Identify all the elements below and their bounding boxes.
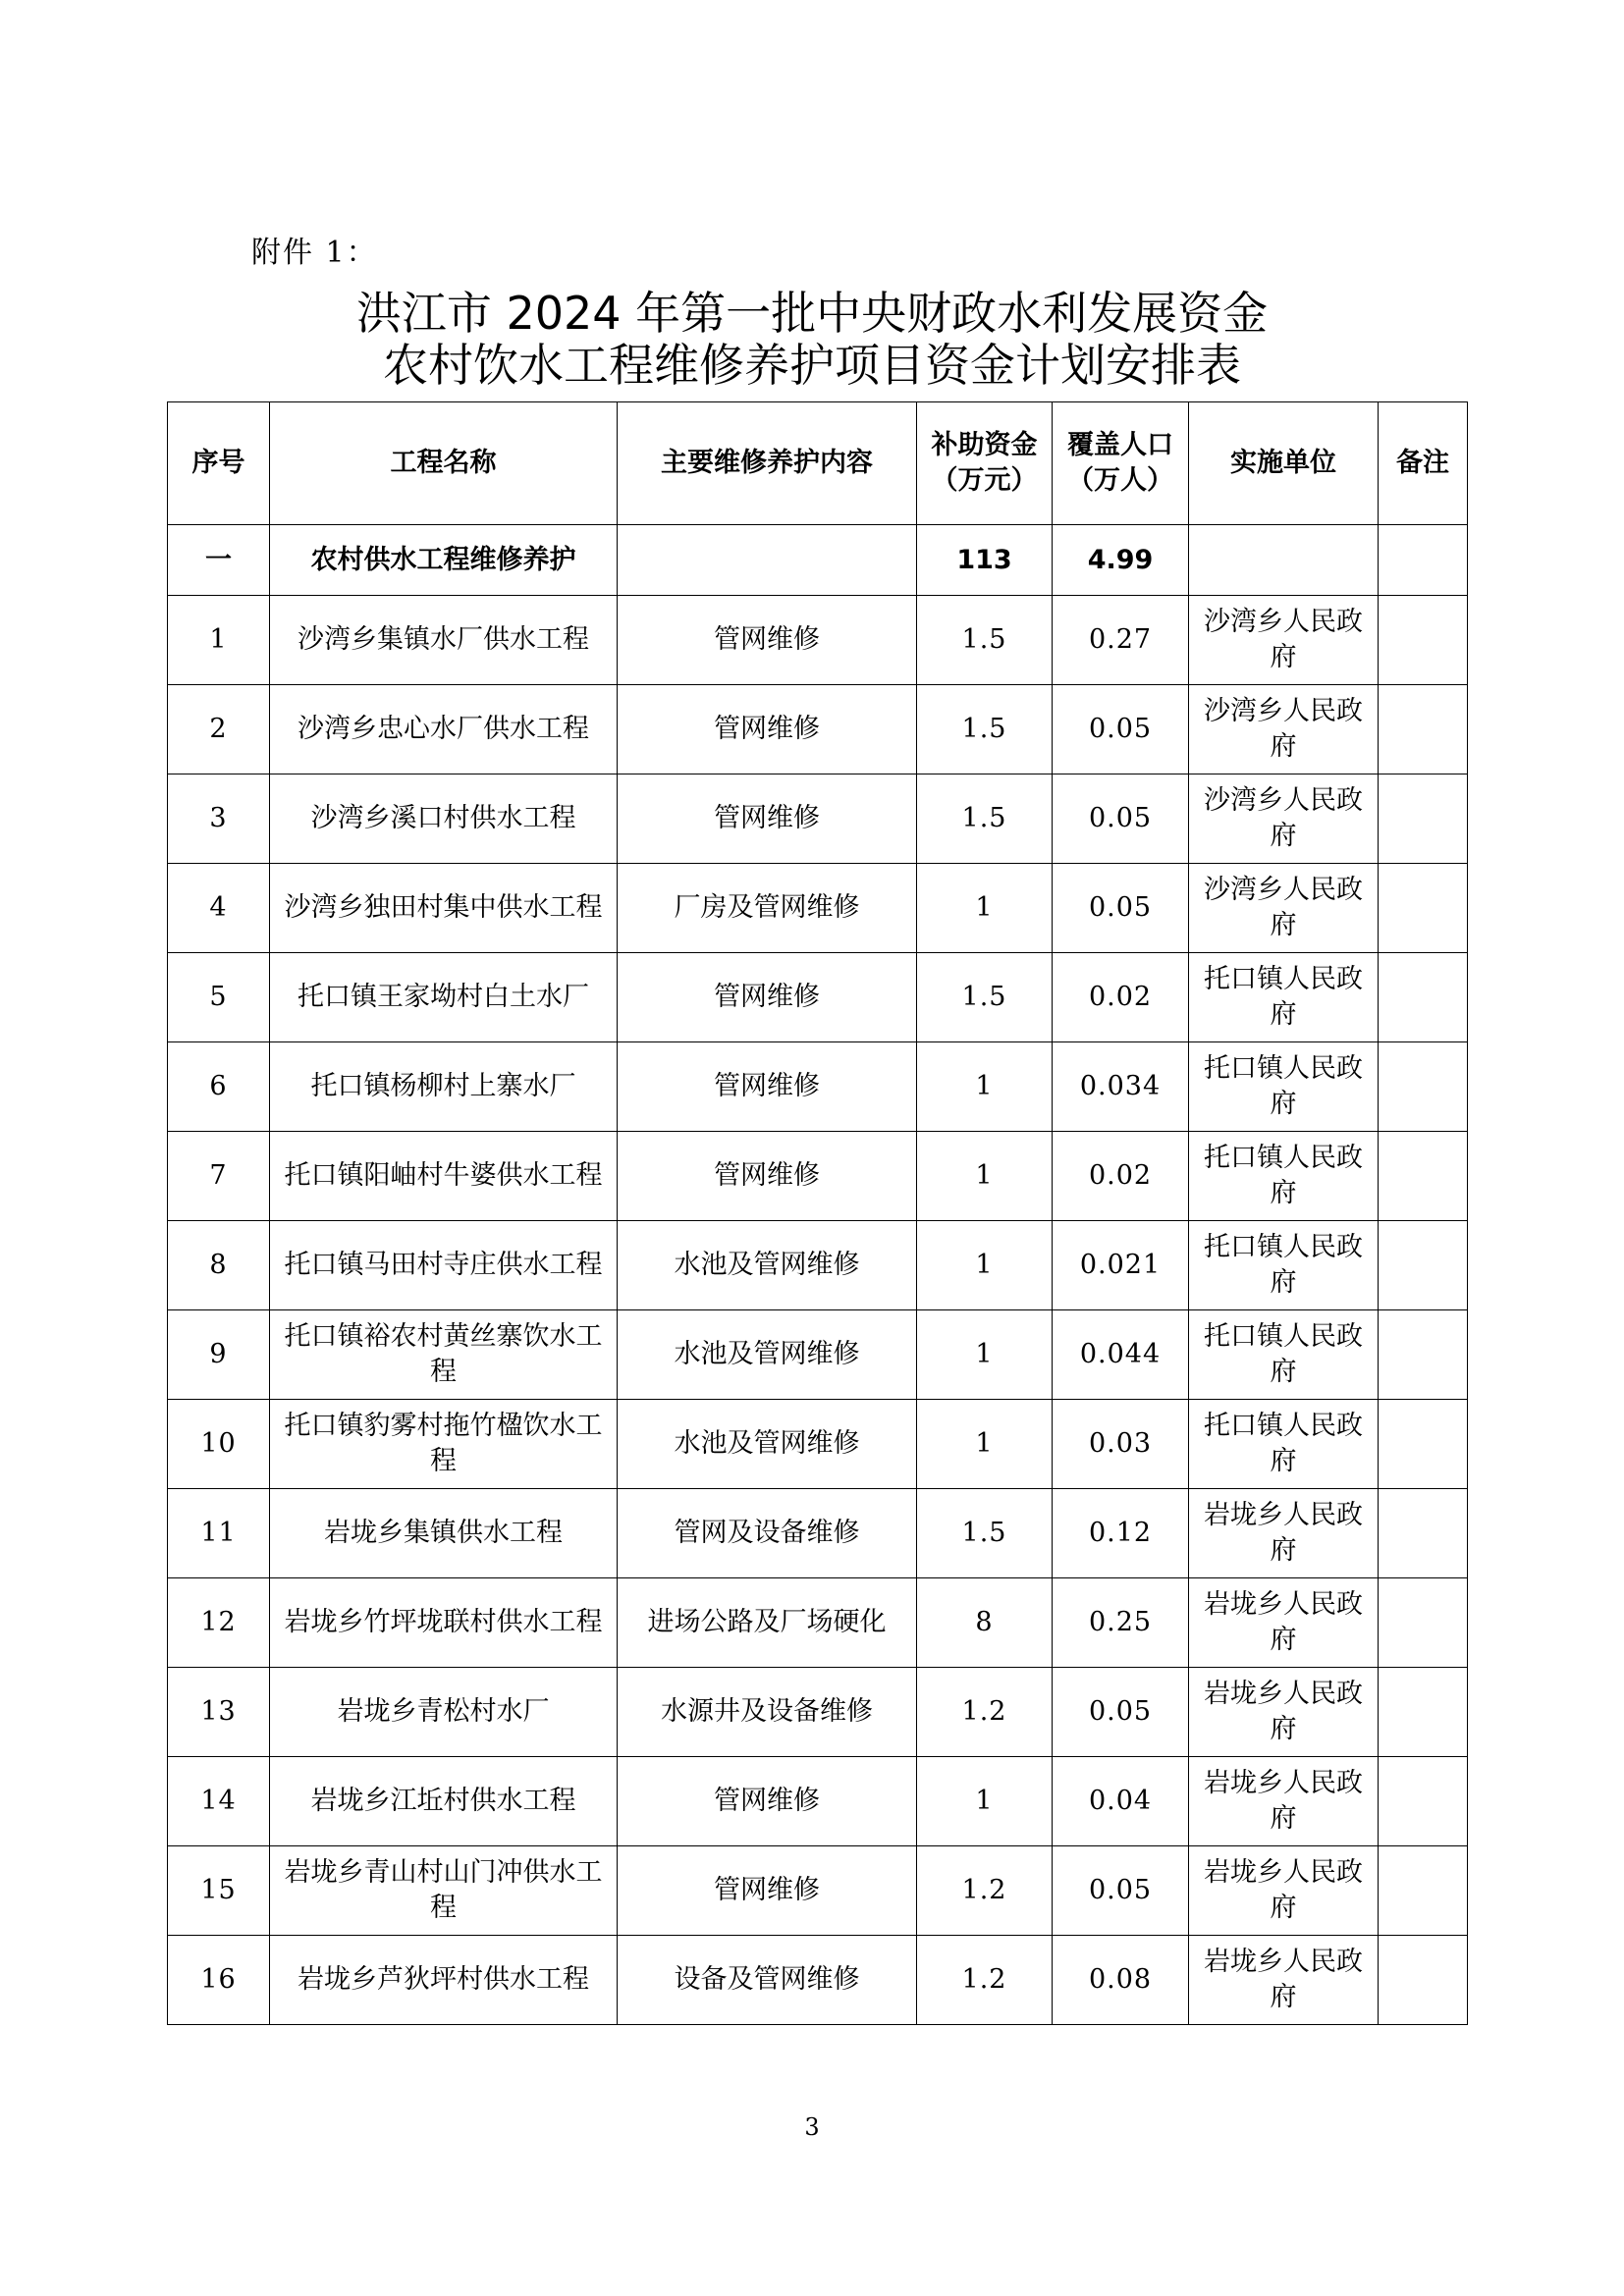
cell-subsidy-funds: 1.5 — [917, 1489, 1053, 1578]
cell-remark — [1379, 1310, 1468, 1400]
cell-implementing-unit: 托口镇人民政府 — [1189, 953, 1379, 1042]
page-number: 3 — [804, 2113, 820, 2141]
cell-covered-population: 0.27 — [1053, 596, 1189, 685]
cell-implementing-unit: 沙湾乡人民政府 — [1189, 596, 1379, 685]
cell-subsidy-funds: 1.5 — [917, 685, 1053, 774]
section-row — [168, 525, 1468, 596]
cell-maintenance-content: 管网维修 — [618, 685, 917, 774]
cell-implementing-unit: 托口镇人民政府 — [1189, 1042, 1379, 1132]
cell-project-name: 岩垅乡江坵村供水工程 — [270, 1757, 618, 1846]
cell-maintenance-content: 管网及设备维修 — [618, 1489, 917, 1578]
cell-maintenance-content: 水池及管网维修 — [618, 1221, 917, 1310]
cell-implementing-unit: 沙湾乡人民政府 — [1189, 864, 1379, 953]
cell-seq: 7 — [168, 1132, 270, 1221]
header-covered-population: 覆盖人口（万人） — [1053, 402, 1189, 525]
table-row — [168, 1489, 1468, 1578]
cell-project-name: 托口镇裕农村黄丝寨饮水工程 — [270, 1310, 618, 1400]
cell-seq: 6 — [168, 1042, 270, 1132]
cell-covered-population: 0.12 — [1053, 1489, 1189, 1578]
cell-implementing-unit: 岩垅乡人民政府 — [1189, 1936, 1379, 2025]
cell-subsidy-funds: 1.2 — [917, 1846, 1053, 1936]
cell-subsidy-funds: 8 — [917, 1578, 1053, 1668]
table-row — [168, 953, 1468, 1042]
cell-maintenance-content: 管网维修 — [618, 1846, 917, 1936]
cell-maintenance-content: 水池及管网维修 — [618, 1310, 917, 1400]
cell-project-name: 托口镇阳岫村牛婆供水工程 — [270, 1132, 618, 1221]
cell-remark — [1379, 1668, 1468, 1757]
cell-covered-population: 0.08 — [1053, 1936, 1189, 2025]
cell-seq: 3 — [168, 774, 270, 864]
cell-subsidy-funds: 1 — [917, 864, 1053, 953]
cell-covered-population: 0.02 — [1053, 953, 1189, 1042]
table-row — [168, 1578, 1468, 1668]
cell-project-name: 岩垅乡青松村水厂 — [270, 1668, 618, 1757]
cell-covered-population: 0.25 — [1053, 1578, 1189, 1668]
cell-remark — [1379, 596, 1468, 685]
cell-implementing-unit: 沙湾乡人民政府 — [1189, 774, 1379, 864]
cell-maintenance-content: 管网维修 — [618, 774, 917, 864]
section-seq: 一 — [168, 525, 270, 596]
cell-project-name: 岩垅乡青山村山门冲供水工程 — [270, 1846, 618, 1936]
funding-plan-table — [167, 401, 1468, 2025]
cell-project-name: 岩垅乡竹坪垅联村供水工程 — [270, 1578, 618, 1668]
cell-project-name: 沙湾乡忠心水厂供水工程 — [270, 685, 618, 774]
cell-implementing-unit: 托口镇人民政府 — [1189, 1221, 1379, 1310]
cell-subsidy-funds: 1 — [917, 1221, 1053, 1310]
cell-seq: 12 — [168, 1578, 270, 1668]
cell-seq: 10 — [168, 1400, 270, 1489]
cell-implementing-unit: 托口镇人民政府 — [1189, 1400, 1379, 1489]
cell-covered-population: 0.02 — [1053, 1132, 1189, 1221]
cell-project-name: 托口镇杨柳村上寨水厂 — [270, 1042, 618, 1132]
table-row — [168, 1132, 1468, 1221]
cell-remark — [1379, 774, 1468, 864]
cell-covered-population: 0.044 — [1053, 1310, 1189, 1400]
cell-project-name: 沙湾乡溪口村供水工程 — [270, 774, 618, 864]
cell-maintenance-content: 管网维修 — [618, 1132, 917, 1221]
cell-remark — [1379, 685, 1468, 774]
cell-subsidy-funds: 1.5 — [917, 596, 1053, 685]
table-row — [168, 685, 1468, 774]
cell-seq: 2 — [168, 685, 270, 774]
header-seq: 序号 — [168, 402, 270, 525]
cell-project-name: 岩垅乡集镇供水工程 — [270, 1489, 618, 1578]
cell-subsidy-funds: 1 — [917, 1757, 1053, 1846]
cell-remark — [1379, 1132, 1468, 1221]
cell-covered-population: 0.034 — [1053, 1042, 1189, 1132]
section-funds: 113 — [917, 525, 1053, 596]
cell-maintenance-content: 水源井及设备维修 — [618, 1668, 917, 1757]
cell-covered-population: 0.05 — [1053, 1846, 1189, 1936]
cell-covered-population: 0.05 — [1053, 685, 1189, 774]
cell-maintenance-content: 管网维修 — [618, 596, 917, 685]
cell-subsidy-funds: 1.5 — [917, 774, 1053, 864]
section-remark — [1379, 525, 1468, 596]
cell-seq: 11 — [168, 1489, 270, 1578]
header-implementing-unit: 实施单位 — [1189, 402, 1379, 525]
table-row — [168, 1221, 1468, 1310]
cell-maintenance-content: 厂房及管网维修 — [618, 864, 917, 953]
document-title-line-2: 农村饮水工程维修养护项目资金计划安排表 — [383, 339, 1241, 392]
table-row — [168, 1310, 1468, 1400]
table-row — [168, 596, 1468, 685]
cell-implementing-unit: 托口镇人民政府 — [1189, 1310, 1379, 1400]
cell-seq: 5 — [168, 953, 270, 1042]
cell-project-name: 托口镇豹雾村拖竹楹饮水工程 — [270, 1400, 618, 1489]
cell-remark — [1379, 1221, 1468, 1310]
cell-maintenance-content: 进场公路及厂场硬化 — [618, 1578, 917, 1668]
attachment-label: 附件 1： — [251, 236, 378, 270]
table-row — [168, 774, 1468, 864]
header-subsidy-funds: 补助资金（万元） — [917, 402, 1053, 525]
cell-remark — [1379, 953, 1468, 1042]
cell-implementing-unit: 岩垅乡人民政府 — [1189, 1846, 1379, 1936]
cell-seq: 14 — [168, 1757, 270, 1846]
cell-subsidy-funds: 1.5 — [917, 953, 1053, 1042]
cell-covered-population: 0.05 — [1053, 864, 1189, 953]
section-unit — [1189, 525, 1379, 596]
cell-implementing-unit: 沙湾乡人民政府 — [1189, 685, 1379, 774]
cell-project-name: 沙湾乡集镇水厂供水工程 — [270, 596, 618, 685]
table-row — [168, 1400, 1468, 1489]
cell-remark — [1379, 1936, 1468, 2025]
cell-remark — [1379, 1400, 1468, 1489]
section-content — [618, 525, 917, 596]
table-row — [168, 1846, 1468, 1936]
table-row — [168, 1042, 1468, 1132]
cell-implementing-unit: 岩垅乡人民政府 — [1189, 1578, 1379, 1668]
section-name: 农村供水工程维修养护 — [270, 525, 618, 596]
cell-project-name: 沙湾乡独田村集中供水工程 — [270, 864, 618, 953]
cell-remark — [1379, 864, 1468, 953]
section-population: 4.99 — [1053, 525, 1189, 596]
table-row — [168, 864, 1468, 953]
cell-remark — [1379, 1042, 1468, 1132]
cell-seq: 4 — [168, 864, 270, 953]
cell-project-name: 岩垅乡芦狄坪村供水工程 — [270, 1936, 618, 2025]
table-row — [168, 1668, 1468, 1757]
header-maintenance-content: 主要维修养护内容 — [618, 402, 917, 525]
cell-subsidy-funds: 1 — [917, 1310, 1053, 1400]
cell-seq: 15 — [168, 1846, 270, 1936]
header-project-name: 工程名称 — [270, 402, 618, 525]
table-row — [168, 1757, 1468, 1846]
cell-covered-population: 0.05 — [1053, 774, 1189, 864]
cell-maintenance-content: 水池及管网维修 — [618, 1400, 917, 1489]
cell-subsidy-funds: 1.2 — [917, 1936, 1053, 2025]
cell-project-name: 托口镇王家坳村白土水厂 — [270, 953, 618, 1042]
cell-maintenance-content: 设备及管网维修 — [618, 1936, 917, 2025]
cell-subsidy-funds: 1 — [917, 1042, 1053, 1132]
cell-implementing-unit: 岩垅乡人民政府 — [1189, 1668, 1379, 1757]
cell-remark — [1379, 1757, 1468, 1846]
cell-covered-population: 0.04 — [1053, 1757, 1189, 1846]
cell-covered-population: 0.05 — [1053, 1668, 1189, 1757]
cell-subsidy-funds: 1 — [917, 1400, 1053, 1489]
cell-seq: 16 — [168, 1936, 270, 2025]
cell-implementing-unit: 托口镇人民政府 — [1189, 1132, 1379, 1221]
cell-implementing-unit: 岩垅乡人民政府 — [1189, 1489, 1379, 1578]
cell-remark — [1379, 1489, 1468, 1578]
cell-maintenance-content: 管网维修 — [618, 1757, 917, 1846]
cell-covered-population: 0.021 — [1053, 1221, 1189, 1310]
table-header-row — [168, 402, 1468, 525]
cell-seq: 8 — [168, 1221, 270, 1310]
cell-maintenance-content: 管网维修 — [618, 1042, 917, 1132]
document-title-line-1: 洪江市 2024 年第一批中央财政水利发展资金 — [355, 287, 1269, 340]
cell-seq: 9 — [168, 1310, 270, 1400]
cell-implementing-unit: 岩垅乡人民政府 — [1189, 1757, 1379, 1846]
cell-subsidy-funds: 1.2 — [917, 1668, 1053, 1757]
cell-covered-population: 0.03 — [1053, 1400, 1189, 1489]
cell-project-name: 托口镇马田村寺庄供水工程 — [270, 1221, 618, 1310]
cell-seq: 1 — [168, 596, 270, 685]
table-row — [168, 1936, 1468, 2025]
cell-seq: 13 — [168, 1668, 270, 1757]
cell-remark — [1379, 1846, 1468, 1936]
cell-remark — [1379, 1578, 1468, 1668]
cell-maintenance-content: 管网维修 — [618, 953, 917, 1042]
cell-subsidy-funds: 1 — [917, 1132, 1053, 1221]
header-remark: 备注 — [1379, 402, 1468, 525]
